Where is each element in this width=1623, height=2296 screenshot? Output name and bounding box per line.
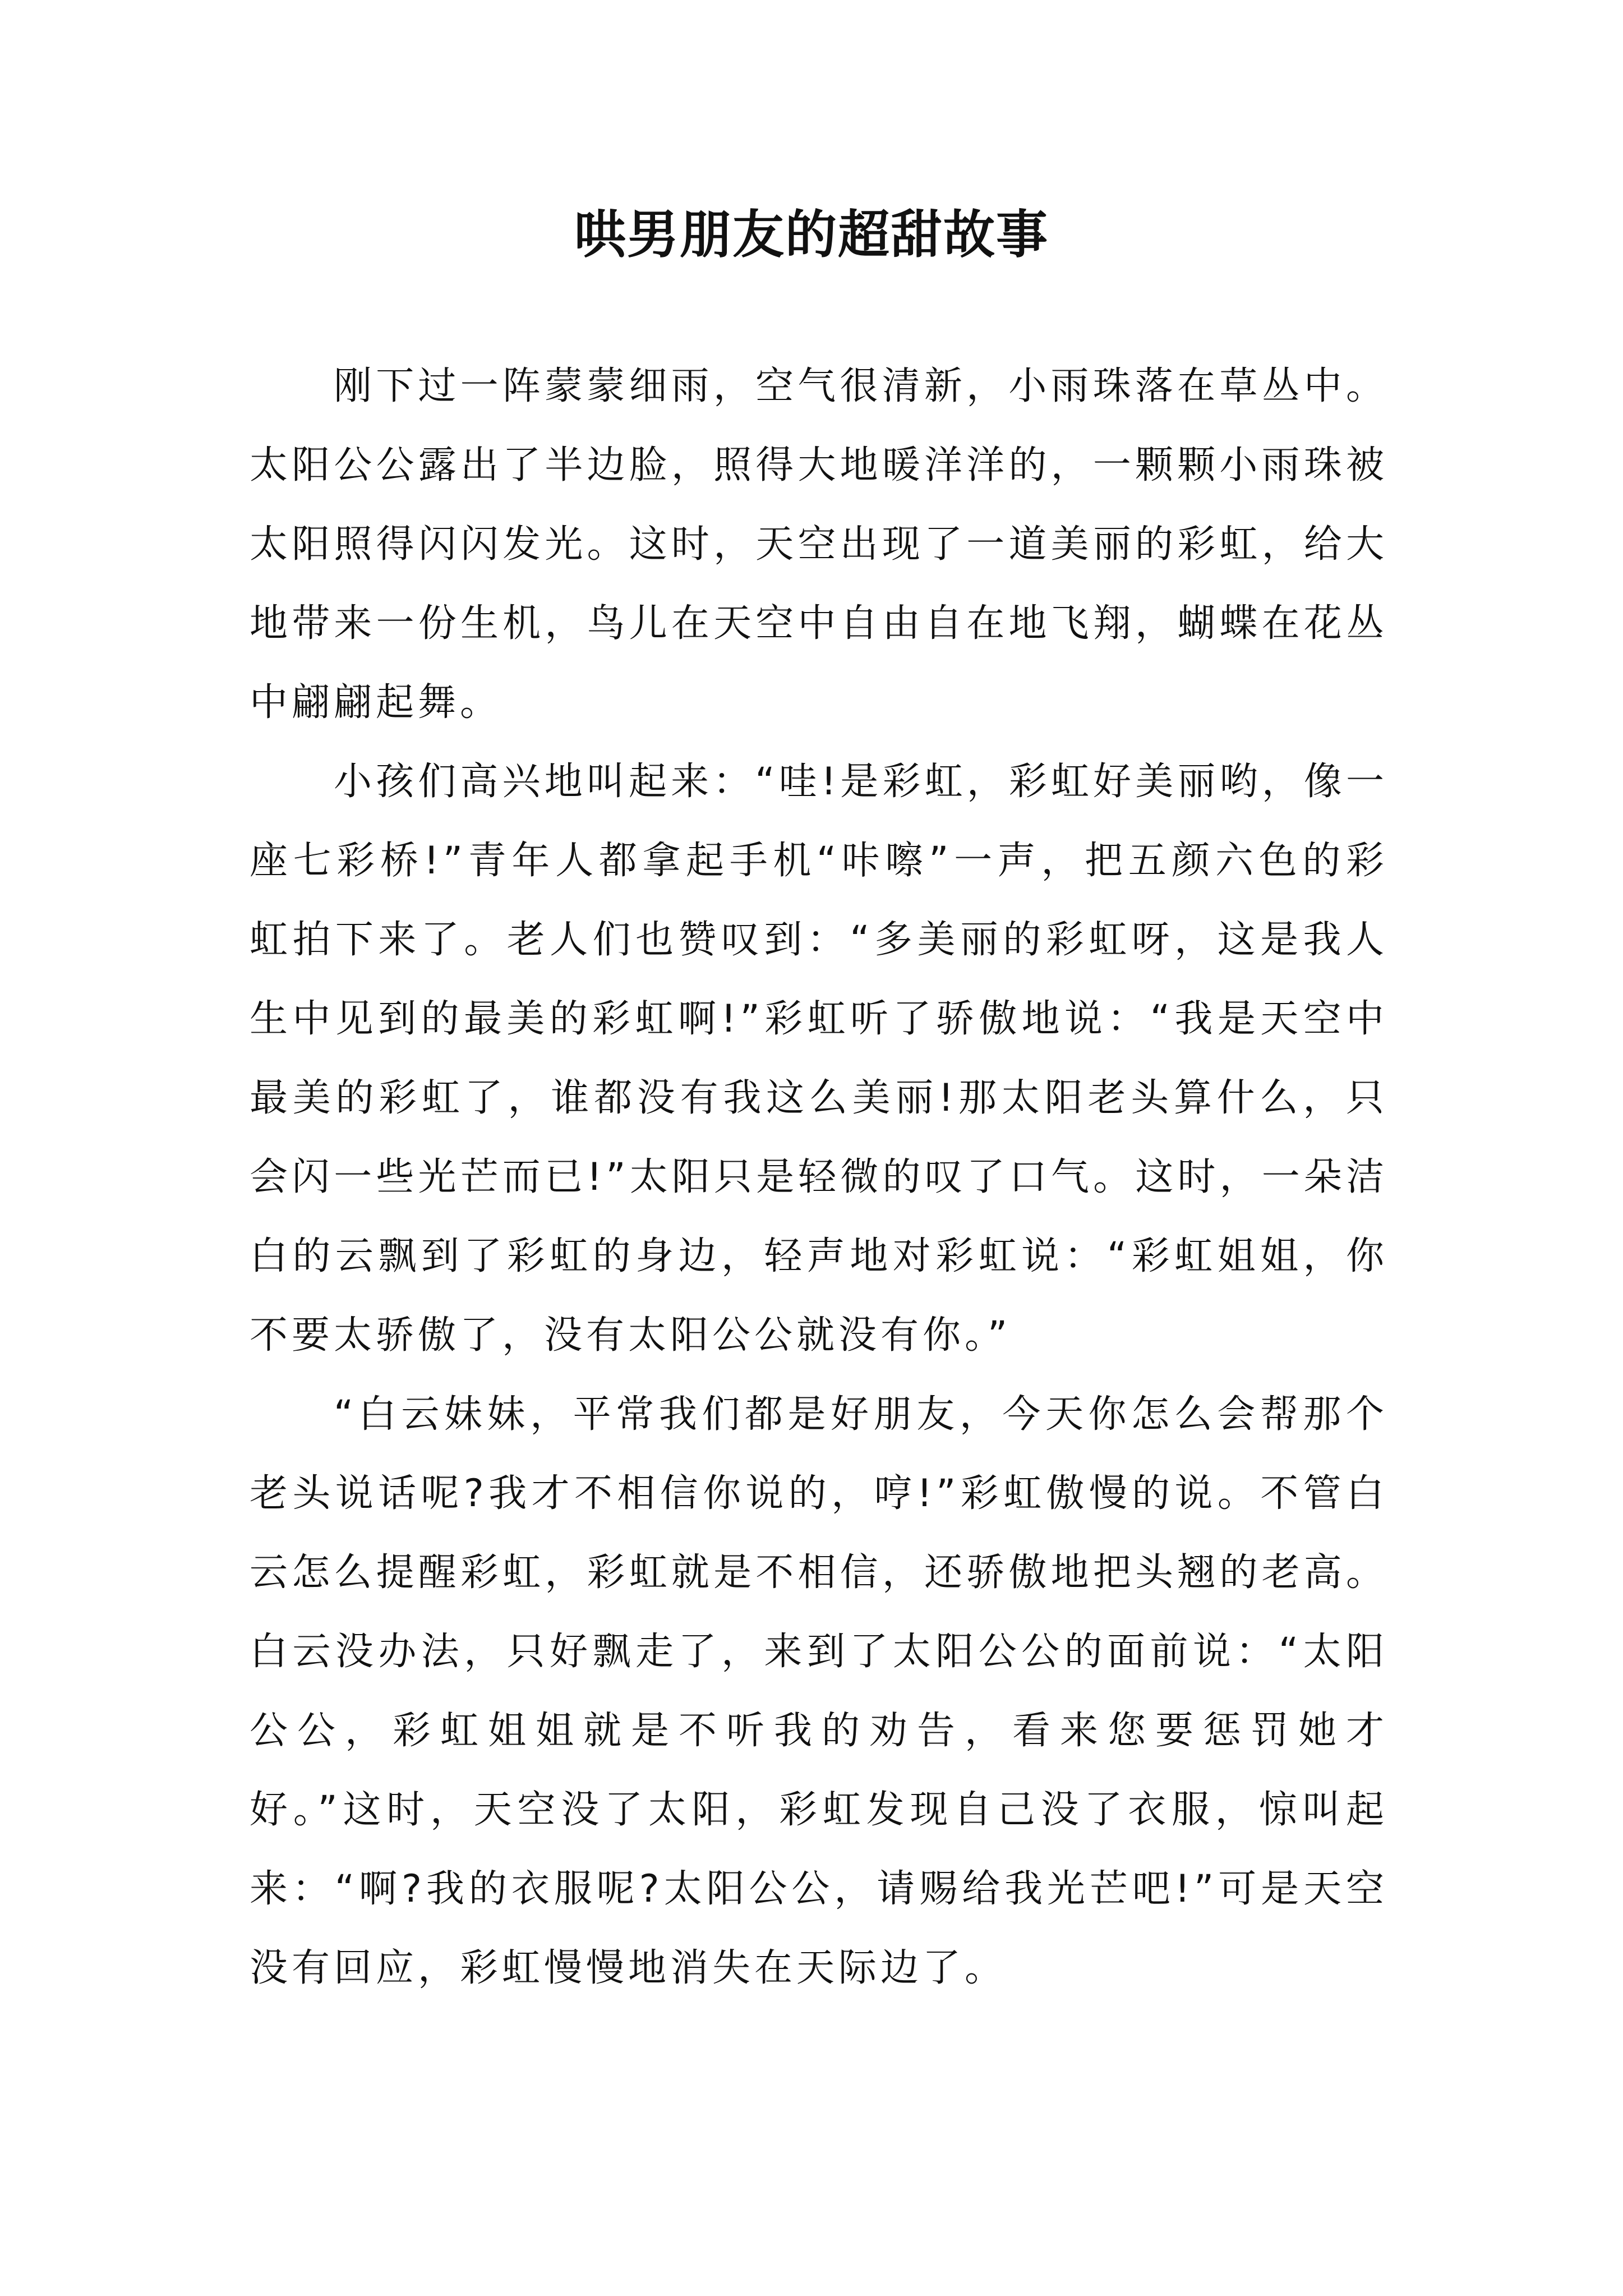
paragraph-2: 小孩们高兴地叫起来：“哇!是彩虹，彩虹好美丽哟，像一座七彩桥!”青年人都拿起手机“咔嚓”一声，把五颜六色的彩虹拍下来了。老人们也赞叹到：“多美丽的彩虹呀，这是我人生中见到的最美的彩虹啊!”彩虹听了骄傲地说：“我是天空中最美的彩虹了，谁都没有我这么美丽!那太阳老头算什么，只会闪一些光芒而已!”太阳只是轻微的叹了口气。这时，一朵洁白的云飘到了彩虹的身边，轻声地对彩虹说：“彩虹姐姐，你不要太骄傲了，没有太阳公公就没有你。” (250, 760, 1388, 1358)
paragraph-1: 刚下过一阵蒙蒙细雨，空气很清新，小雨珠落在草丛中。太阳公公露出了半边脸，照得大地暖洋洋的，一颗颗小雨珠被太阳照得闪闪发光。这时，天空出现了一道美丽的彩虹，给大地带来一份生机，鸟儿在天空中自由自在地飞翔，蝴蝶在花丛中翩翩起舞。 (250, 364, 1388, 725)
paragraph-3: “白云妹妹，平常我们都是好朋友，今天你怎么会帮那个老头说话呢?我才不相信你说的，哼!”彩虹傲慢的说。不管白云怎么提醒彩虹，彩虹就是不相信，还骄傲地把头翘的老高。白云没办法，只好飘走了，来到了太阳公公的面前说：“太阳公公，彩虹姐姐就是不听我的劝告，看来您要惩罚她才好。”这时，天空没了太阳，彩虹发现自己没了衣服，惊叫起来：“啊?我的衣服呢?太阳公公，请赐给我光芒吧!”可是天空没有回应，彩虹慢慢地消失在天际边了。 (250, 1392, 1388, 1990)
document-title: 哄男朋友的超甜故事 (574, 204, 1049, 265)
document-body (250, 347, 1388, 2008)
